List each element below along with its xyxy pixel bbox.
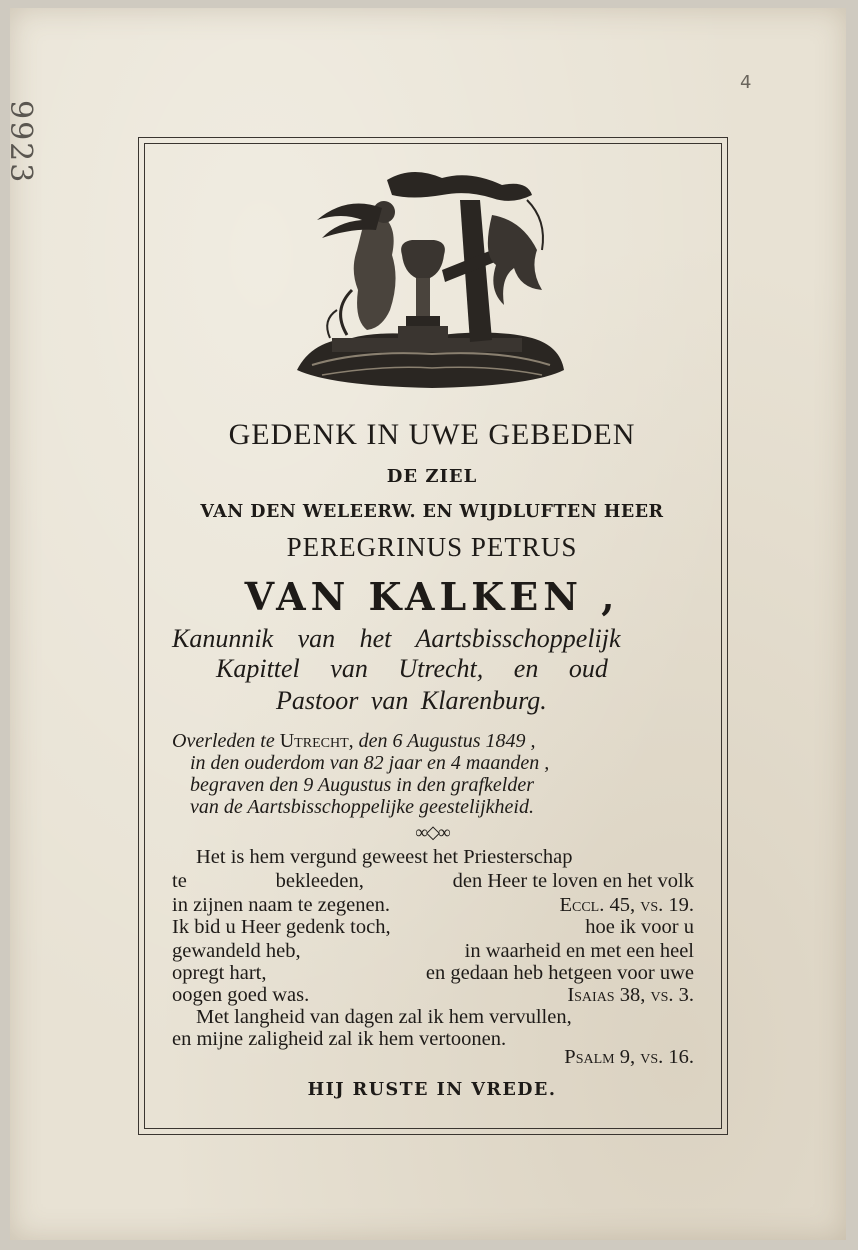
verse-1-line-2a: te (172, 870, 187, 892)
verse-2-line-3a: opregt hart, (172, 962, 267, 984)
verse-2-reference: Isaias 38, vs. 3. (567, 984, 694, 1006)
death-line-1 (172, 730, 535, 753)
verse-2-line-4 (172, 984, 694, 1007)
verse-1-line-3 (172, 894, 694, 917)
verse-1-reference: Eccl. 45, vs. 19. (559, 894, 694, 916)
title-line: VAN DEN WELEERW. EN WIJDLUFTEN HEER (200, 502, 664, 522)
verse-1-line-2 (172, 870, 694, 893)
ornament-divider: ∞◇∞ (415, 822, 449, 842)
position-line-1: Kanunnik van het Aartsbisschoppelijk (172, 624, 621, 653)
verse-2-line-3 (172, 962, 694, 985)
verse-2-line-1 (172, 916, 694, 939)
death-line-2: in den ouderdom van 82 jaar en 4 maanden , (190, 752, 550, 774)
heading: GEDENK IN UWE GEBEDEN (228, 418, 636, 451)
soul-line: DE ZIEL (386, 466, 478, 487)
verse-3-line-1: Met langheid van dagen zal ik hem vervullen, (196, 1006, 572, 1028)
death-prefix: Overleden te (172, 730, 275, 752)
mourning-angel-urn-vignette (292, 160, 567, 392)
position-line-3: Pastoor van Klarenburg. (276, 686, 547, 715)
given-names: PEREGRINUS PETRUS (286, 532, 578, 562)
closing-line: HIJ RUSTE IN VREDE. (307, 1080, 557, 1100)
verse-2-line-2a: gewandeld heb, (172, 940, 301, 962)
position-line-2: Kapittel van Utrecht, en oud (216, 654, 608, 683)
verse-2-line-4a: oogen goed was. (172, 984, 310, 1006)
verse-1-line-1: Het is hem vergund geweest het Priesterschap (196, 846, 573, 868)
inventory-number: 9923 (3, 100, 38, 185)
verse-2-line-3b: en gedaan heb hetgeen voor uwe (425, 962, 694, 984)
verse-2-line-2b: in waarheid en met een heel (464, 940, 694, 962)
verse-2-line-1a: Ik bid u Heer gedenk toch, (172, 916, 391, 938)
death-line-3: begraven den 9 Augustus in den grafkelder (190, 774, 535, 796)
death-place: Utrecht, (279, 730, 354, 752)
verse-1-line-2b: bekleeden, (275, 870, 364, 892)
surname: VAN KALKEN , (244, 574, 620, 619)
verse-2-line-1b: hoe ik voor u (585, 916, 694, 938)
verse-1-line-3a: in zijnen naam te zegenen. (172, 894, 390, 916)
corner-pencil-mark: 4 (740, 72, 752, 93)
verse-2-line-2 (172, 940, 694, 963)
verse-3-line-2: en mijne zaligheid zal ik hem vertoonen. (172, 1028, 507, 1050)
death-line-4: van de Aartsbisschoppelijke geestelijkheid. (190, 796, 534, 818)
death-date: den 6 Augustus 1849 , (358, 730, 536, 752)
verse-1-line-2c: den Heer te loven en het volk (452, 870, 694, 892)
verse-3-reference: Psalm 9, vs. 16. (564, 1046, 694, 1068)
